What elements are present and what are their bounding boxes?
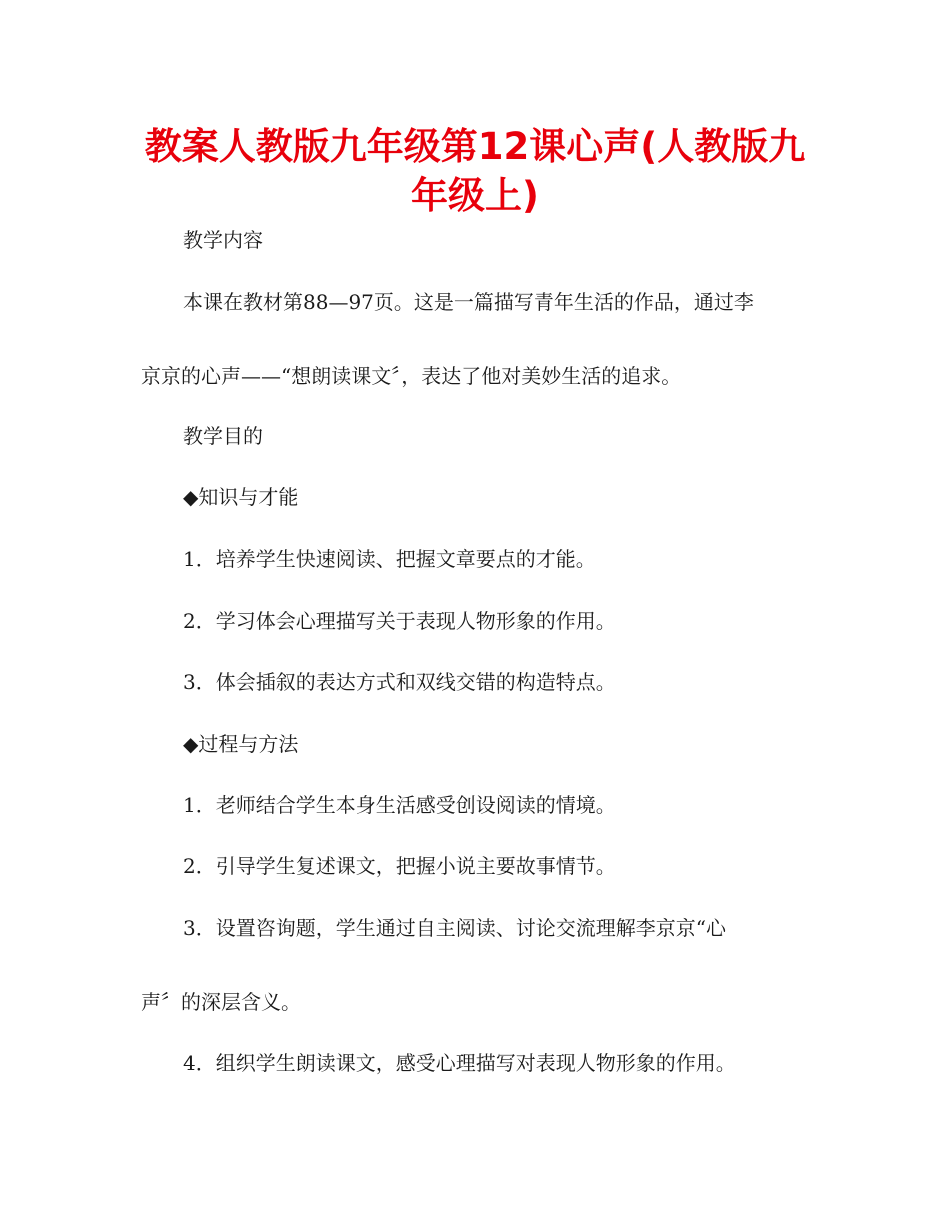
- knowledge-item-1: 1．培养学生快速阅读、把握文章要点的才能。: [183, 547, 596, 571]
- teaching-goal-heading: 教学目的: [183, 424, 263, 448]
- process-method-heading: ◆过程与方法: [183, 732, 299, 756]
- process-item-3: 3．设置咨询题，学生通过自主阅读、讨论交流理解李京京“心: [183, 916, 726, 940]
- process-item-3-continuation: 声〞的深层含义。: [141, 990, 301, 1014]
- content-paragraph-line-2: 京京的心声——“想朗读课文〞，表达了他对美妙生活的追求。: [141, 364, 682, 388]
- process-item-1: 1．老师结合学生本身生活感受创设阅读的情境。: [183, 793, 616, 817]
- knowledge-item-3: 3．体会插叙的表达方式和双线交错的构造特点。: [183, 670, 616, 694]
- knowledge-item-2: 2．学习体会心理描写关于表现人物形象的作用。: [183, 609, 616, 633]
- content-paragraph-line-1: 本课在教材第88—97页。这是一篇描写青年生活的作品，通过李: [183, 290, 754, 314]
- process-item-4: 4．组织学生朗读课文，感受心理描写对表现人物形象的作用。: [183, 1051, 736, 1075]
- document-title-line-1: 教案人教版九年级第12课心声(人教版九: [144, 125, 806, 168]
- process-item-2: 2．引导学生复述课文，把握小说主要故事情节。: [183, 854, 616, 878]
- knowledge-ability-heading: ◆知识与才能: [183, 485, 299, 509]
- document-title-line-2: 年级上): [411, 174, 539, 217]
- teaching-content-heading: 教学内容: [183, 228, 263, 252]
